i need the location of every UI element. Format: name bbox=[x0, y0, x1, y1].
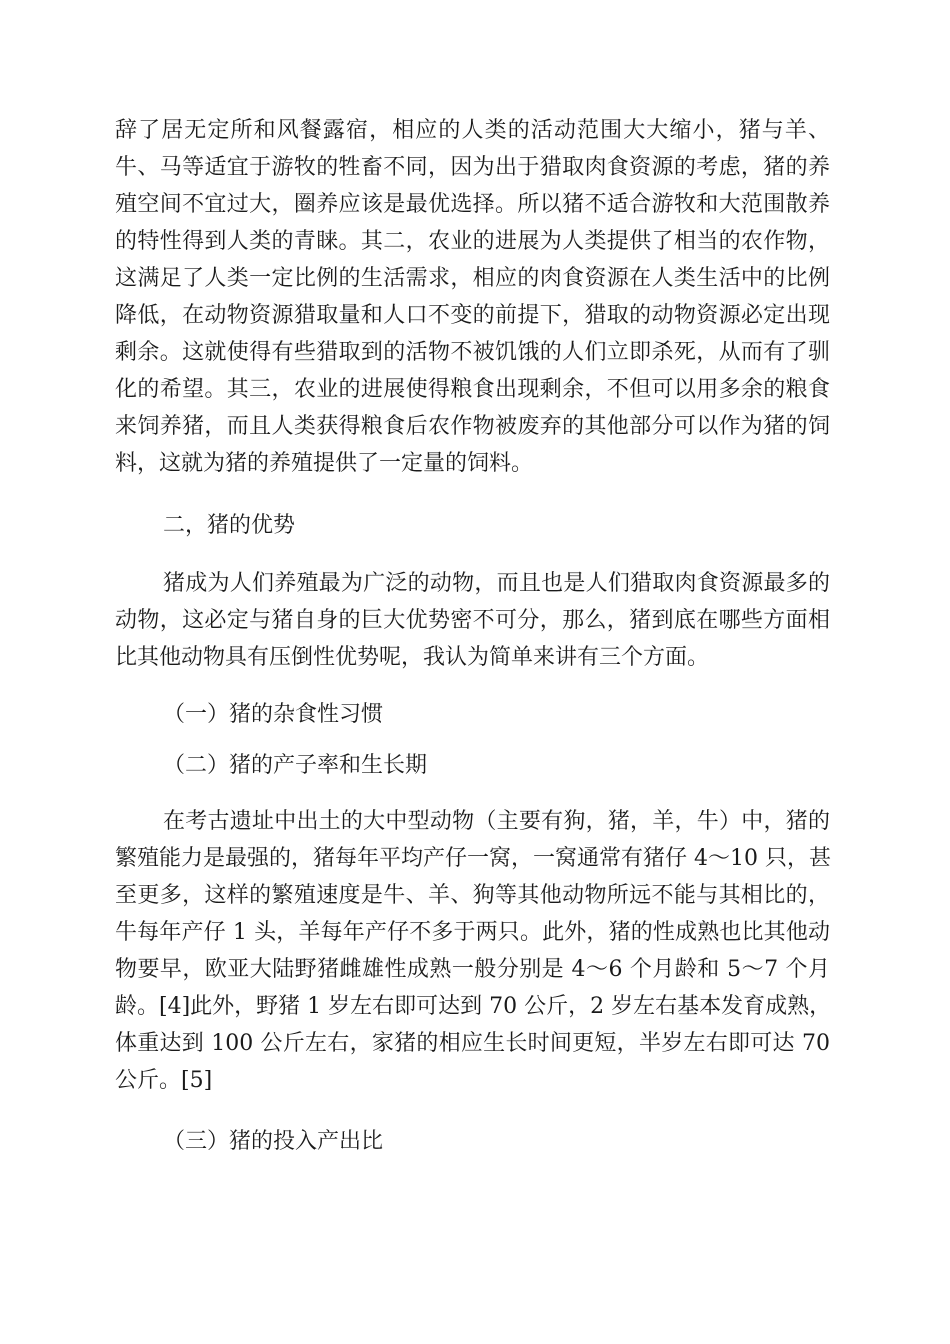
text-line: 牛、马等适宜于游牧的牲畜不同，因为出于猎取肉食资源的考虑，猪的养 bbox=[115, 155, 830, 180]
text-line: 降低，在动物资源猎取量和人口不变的前提下，猎取的动物资源必定出现 bbox=[115, 303, 830, 328]
text-line: 繁殖能力是最强的，猪每年平均产仔一窝，一窝通常有猪仔 4～10 只，甚 bbox=[115, 846, 831, 871]
section-heading: 二，猪的优势 bbox=[163, 513, 296, 538]
text-line: 比其他动物具有压倒性优势呢，我认为简单来讲有三个方面。 bbox=[115, 645, 710, 670]
text-line: 物要早，欧亚大陆野猪雌雄性成熟一般分别是 4～6 个月龄和 5～7 个月 bbox=[115, 957, 830, 982]
text-line: 在考古遗址中出土的大中型动物（主要有狗，猪，羊，牛）中，猪的 bbox=[163, 809, 830, 834]
subheading: （三）猪的投入产出比 bbox=[163, 1129, 384, 1154]
text-line: 动物，这必定与猪自身的巨大优势密不可分，那么，猪到底在哪些方面相 bbox=[115, 608, 830, 633]
text-line: 的特性得到人类的青睐。其二，农业的进展为人类提供了相当的农作物， bbox=[115, 229, 830, 254]
text-line: 至更多，这样的繁殖速度是牛、羊、狗等其他动物所远不能与其相比的， bbox=[115, 883, 830, 908]
text-line: 牛每年产仔 1 头，羊每年产仔不多于两只。此外，猪的性成熟也比其他动 bbox=[115, 920, 830, 945]
text-line: 体重达到 100 公斤左右，家猪的相应生长时间更短，半岁左右即可达 70 bbox=[115, 1031, 830, 1056]
subheading: （二）猪的产子率和生长期 bbox=[163, 753, 428, 778]
text-line: 公斤。[5] bbox=[115, 1068, 213, 1093]
text-line: 这满足了人类一定比例的生活需求，相应的肉食资源在人类生活中的比例 bbox=[115, 266, 830, 291]
text-line: 辞了居无定所和风餐露宿，相应的人类的活动范围大大缩小，猪与羊、 bbox=[115, 118, 830, 143]
text-line: 剩余。这就使得有些猎取到的活物不被饥饿的人们立即杀死，从而有了驯 bbox=[115, 340, 830, 365]
subheading: （一）猪的杂食性习惯 bbox=[163, 702, 384, 727]
text-line: 殖空间不宜过大，圈养应该是最优选择。所以猪不适合游牧和大范围散养 bbox=[115, 192, 830, 217]
text-line: 猪成为人们养殖最为广泛的动物，而且也是人们猎取肉食资源最多的 bbox=[163, 571, 830, 596]
text-line: 化的希望。其三，农业的进展使得粮食出现剩余，不但可以用多余的粮食 bbox=[115, 377, 830, 402]
text-line: 来饲养猪，而且人类获得粮食后农作物被废弃的其他部分可以作为猪的饲 bbox=[115, 414, 830, 439]
text-line: 料，这就为猪的养殖提供了一定量的饲料。 bbox=[115, 451, 534, 476]
text-line: 龄。[4]此外，野猪 1 岁左右即可达到 70 公斤，2 岁左右基本发育成熟， bbox=[115, 994, 832, 1019]
